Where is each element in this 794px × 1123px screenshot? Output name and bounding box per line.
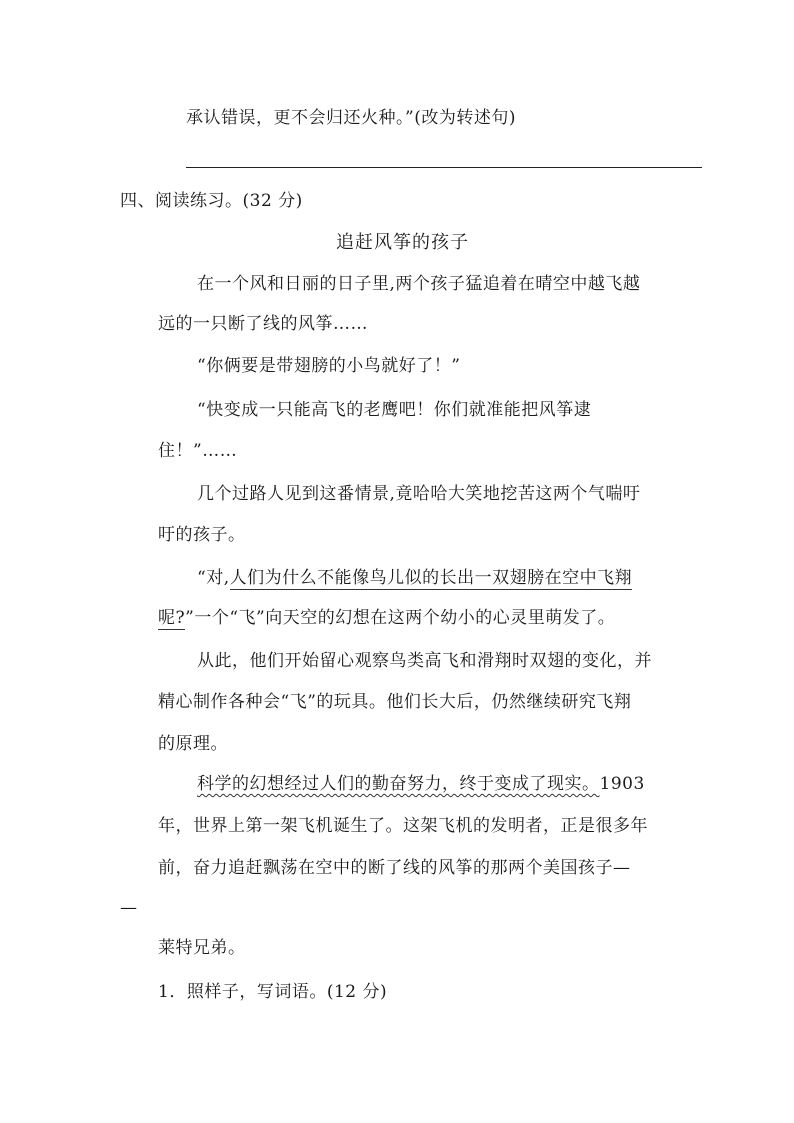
passage-line: 前，奋力追赶飘荡在空中的断了线的风筝的那两个美国孩子— [158, 858, 631, 878]
passage-line [158, 607, 615, 629]
prev-question-text: 承认错误，更不会归还火种。”(改为转述句) [186, 108, 516, 128]
year-text: 1903 [599, 774, 645, 794]
passage-line: “你俩要是带翅膀的小鸟就好了！” [197, 356, 461, 376]
passage-title: 追赶风筝的孩子 [336, 232, 469, 253]
answer-blank-line [186, 167, 702, 168]
passage-text: ”一个“飞”向天空的幻想在这两个幼小的心灵里萌发了。 [185, 608, 616, 628]
wavy-underlined-sentence: 科学的幻想经过人们的勤奋努力，终于变成了现实。 [197, 774, 600, 794]
passage-line: — [120, 898, 138, 918]
question-1: 1．照样子，写词语。(12 分) [158, 982, 388, 1002]
passage-line: 在一个风和日丽的日子里,两个孩子猛追着在晴空中越飞越 [197, 274, 641, 294]
passage-line: 年，世界上第一架飞机诞生了。这架飞机的发明者，正是很多年 [158, 816, 648, 836]
passage-line [197, 567, 632, 589]
passage-line: 吁的孩子。 [158, 525, 246, 545]
passage-line: “快变成一只能高飞的老鹰吧！你们就准能把风筝逮 [197, 400, 592, 420]
passage-text: “对, [197, 568, 230, 588]
passage-line: 住！”…… [158, 441, 238, 461]
passage-line [197, 773, 645, 795]
passage-line: 远的一只断了线的风筝…… [158, 314, 368, 334]
passage-line: 的原理。 [158, 734, 228, 754]
passage-line: 几个过路人见到这番情景,竟哈哈大笑地挖苦这两个气喘吁 [197, 484, 641, 504]
underlined-sentence: 人们为什么不能像鸟儿似的长出一双翅膀在空中飞翔 [229, 568, 633, 588]
section-heading: 四、阅读练习。(32 分) [120, 191, 303, 211]
underlined-sentence-end: 呢? [158, 608, 186, 628]
passage-line: 莱特兄弟。 [158, 938, 246, 958]
passage-line: 精心制作各种会“飞”的玩具。他们长大后，仍然继续研究飞翔 [158, 692, 632, 712]
passage-line: 从此，他们开始留心观察鸟类高飞和滑翔时双翅的变化，并 [197, 651, 652, 671]
